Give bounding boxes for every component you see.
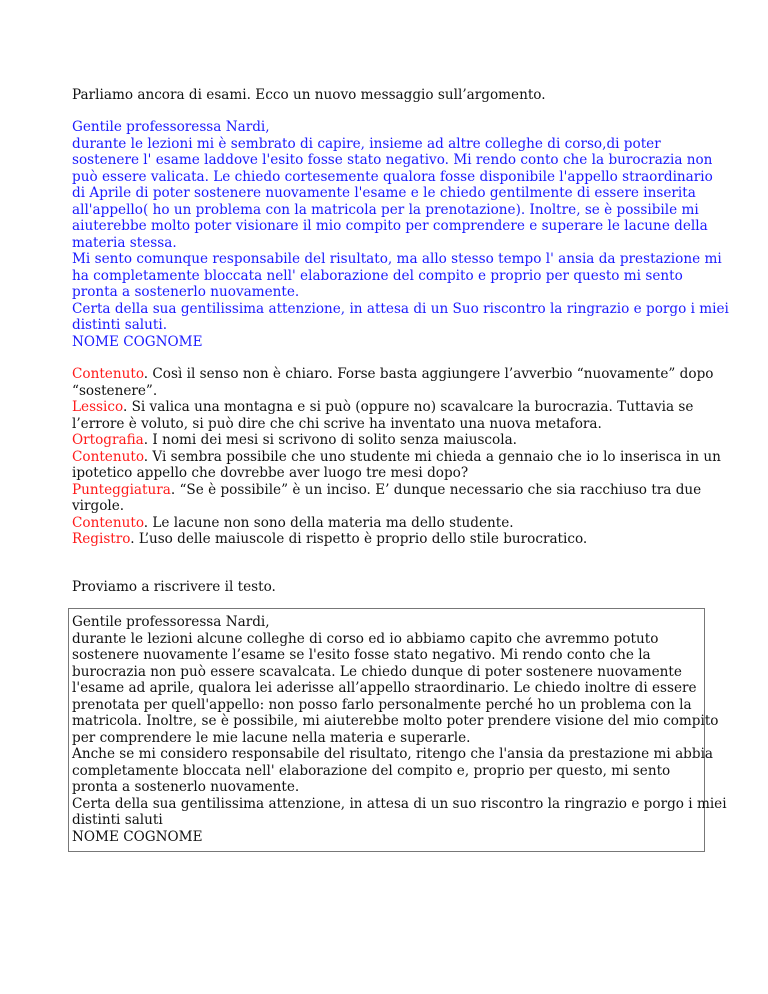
rewrite-line: matricola. Inoltre, se è possibile, mi aiuterebbe molto poter prendere visione del mio compito: [72, 713, 719, 729]
note-line: [72, 498, 124, 514]
letter-line: ha completamente bloccata nell' elaborazione del compito e proprio per questo mi sento: [72, 267, 683, 284]
rewrite-line: l'esame ad aprile, qualora lei aderisse all’appello straordinario. Le chiedo inoltre di essere: [72, 680, 697, 696]
note-label: Lessico: [72, 399, 123, 415]
letter-line: pronta a sostenerlo nuovamente.: [72, 284, 300, 300]
note-text: . Si valica una montagna e si può (oppure no) scavalcare la burocrazia. Tuttavia se: [122, 399, 694, 415]
letter-line: distinti saluti.: [72, 317, 168, 333]
rewrite-line: prenotata per quell'appello: non posso farlo personalmente perché ho un problema con la: [72, 696, 692, 713]
letter-line: Mi sento comunque responsabile del risultato, ma allo stesso tempo l' ansia da prestazione mi: [72, 251, 722, 267]
note-text: . Le lacune non sono della materia ma dello studente.: [143, 514, 514, 531]
note-label: Ortografia: [72, 432, 144, 448]
rewrite-line: per comprendere le mie lacune nella materia e superarle.: [72, 729, 471, 746]
rewrite-line: burocrazia non può essere scavalcata. Le chiedo dunque di poter sostenere nuovamente: [72, 663, 682, 680]
letter-line: all'appello( ho un problema con la matricola per la prenotazione). Inoltre, se è possibile mi: [72, 201, 699, 218]
note-line: [72, 465, 468, 481]
note-line: [72, 531, 587, 547]
rewrite-line: Gentile professoressa Nardi,: [72, 614, 270, 630]
note-text: . L’uso delle maiuscole di rispetto è proprio dello stile burocratico.: [130, 531, 588, 547]
letter-line: aiuterebbe molto poter visionare il mio compito per comprendere e superare le lacune della: [72, 218, 708, 234]
rewrite-signature: NOME COGNOME: [72, 828, 203, 845]
note-label: Contenuto: [72, 366, 144, 382]
note-text: virgole.: [72, 498, 125, 514]
letter-line: materia stessa.: [72, 234, 177, 251]
note-text: . I nomi dei mesi si scrivono di solito senza maiuscola.: [143, 432, 517, 448]
note-label: Contenuto: [72, 448, 144, 465]
rewrite-line: sostenere nuovamente l’esame se l'esito fosse stato negativo. Mi rendo conto che la: [72, 647, 651, 663]
rewrite-line: Certa della sua gentilissima attenzione, in attesa di un suo riscontro la ringrazio e porgo i miei: [72, 795, 727, 812]
note-line: [72, 515, 514, 531]
note-line: [72, 449, 721, 465]
rewrite-line: distinti saluti: [72, 812, 163, 828]
note-text: “sostenere”.: [72, 382, 158, 399]
note-line: [72, 383, 157, 399]
letter-line: può essere valicata. Le chiedo cortesemente qualora fosse disponibile l'appello straordinario: [72, 168, 713, 185]
rewrite-line: durante le lezioni alcune colleghe di corso ed io abbiamo capito che avremmo potuto: [72, 630, 659, 647]
note-text: . Vi sembra possibile che uno studente mi chieda a gennaio che io lo inserisca in un: [143, 448, 721, 465]
rewrite-line: completamente bloccata nell' elaborazione del compito e, proprio per questo, mi sento: [72, 762, 671, 779]
rewrite-intro: Proviamo a riscrivere il testo.: [72, 579, 276, 595]
note-line: [72, 366, 713, 382]
letter-line: sostenere l' esame laddove l'esito fosse stato negativo. Mi rendo conto che la burocrazia non: [72, 152, 713, 168]
letter-signature: NOME COGNOME: [72, 333, 203, 350]
rewrite-line: pronta a sostenerlo nuovamente.: [72, 779, 300, 795]
rewrite-line: Anche se mi considero responsabile del risultato, ritengo che l'ansia da prestazione mi abbia: [72, 746, 714, 762]
note-line: [72, 416, 602, 432]
intro-paragraph: Parliamo ancora di esami. Ecco un nuovo messaggio sull’argomento.: [72, 87, 546, 103]
note-line: [72, 399, 693, 415]
note-text: l’errore è voluto, si può dire che chi scrive ha inventato una nuova metafora.: [72, 415, 602, 432]
note-line: [72, 432, 517, 448]
letter-line: Certa della sua gentilissima attenzione, in attesa di un Suo riscontro la ringrazio e porgo i miei: [72, 300, 729, 317]
letter-line: di Aprile di poter sostenere nuovamente l'esame e le chiedo gentilmente di essere inserita: [72, 185, 696, 201]
note-label: Punteggiatura: [72, 481, 171, 498]
note-label: Contenuto: [72, 514, 144, 531]
note-line: [72, 482, 701, 498]
note-label: Registro: [72, 531, 131, 547]
letter-line: Gentile professoressa Nardi,: [72, 119, 270, 135]
letter-line: durante le lezioni mi è sembrato di capire, insieme ad altre colleghe di corso,di poter: [72, 135, 661, 152]
note-text: ipotetico appello che dovrebbe aver luogo tre mesi dopo?: [72, 465, 469, 481]
note-text: . Così il senso non è chiaro. Forse basta aggiungere l’avverbio “nuovamente” dopo: [143, 366, 714, 382]
note-text: . “Se è possibile” è un inciso. E’ dunque necessario che sia racchiuso tra due: [170, 481, 702, 498]
